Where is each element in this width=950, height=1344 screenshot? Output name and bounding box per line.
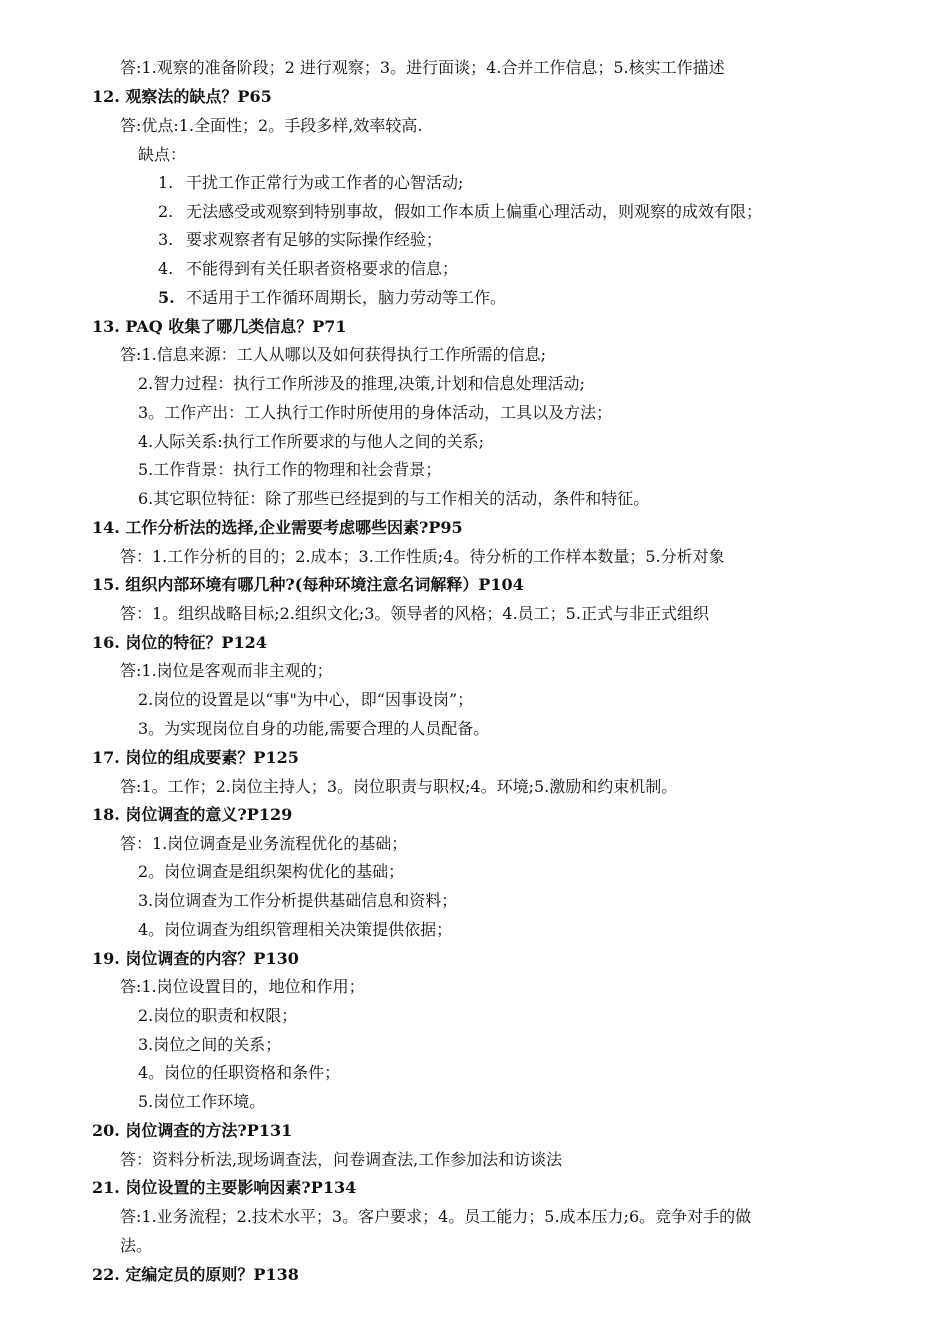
list-number: 2. [158, 202, 174, 221]
answer-line: 缺点： [138, 145, 187, 164]
question-20-heading: 20. 岗位调查的方法?P131 [92, 1121, 293, 1140]
answer-line: 2.智力过程：执行工作所涉及的推理,决策,计划和信息处理活动; [138, 374, 585, 393]
question-15-heading: 15. 组织内部环境有哪几种?(每种环境注意名词解释）P104 [92, 575, 524, 594]
list-number: 4. [158, 259, 174, 278]
answer-line: 答：1.岗位调查是业务流程优化的基础； [120, 834, 408, 853]
question-21-heading: 21. 岗位设置的主要影响因素?P134 [92, 1178, 357, 1197]
question-17-heading: 17. 岗位的组成要素？P125 [92, 748, 299, 767]
list-number: 5. [158, 288, 175, 307]
answer-line: 答：1。组织战略目标;2.组织文化;3。领导者的风格；4.员工；5.正式与非正式组织 [120, 604, 709, 623]
list-item: 要求观察者有足够的实际操作经验； [186, 230, 443, 249]
list-item: 不适用于工作循环周期长，脑力劳动等工作。 [186, 288, 507, 307]
answer-line: 6.其它职位特征：除了那些已经提到的与工作相关的活动，条件和特征。 [138, 489, 650, 508]
answer-line: 答:1。工作；2.岗位主持人；3。岗位职责与职权;4。环境;5.激励和约束机制。 [120, 777, 678, 796]
answer-line: 4。岗位调查为组织管理相关决策提供依据； [138, 920, 453, 939]
answer-line: 3。工作产出：工人执行工作时所使用的身体活动，工具以及方法； [138, 403, 613, 422]
answer-line: 法。 [120, 1236, 153, 1255]
answer-line: 5.岗位工作环境。 [138, 1092, 266, 1111]
answer-line: 答:1.观察的准备阶段；2 进行观察；3。进行面谈；4.合并工作信息；5.核实工作描述 [120, 58, 725, 77]
question-16-heading: 16. 岗位的特征？P124 [92, 633, 267, 652]
answer-line: 4.人际关系:执行工作所要求的与他人之间的关系; [138, 432, 485, 451]
list-number: 3. [158, 230, 174, 249]
list-number: 1. [158, 173, 174, 192]
question-14-heading: 14. 工作分析法的选择,企业需要考虑哪些因素?P95 [92, 518, 463, 537]
answer-line: 2.岗位的职责和权限； [138, 1006, 298, 1025]
list-item: 不能得到有关任职者资格要求的信息； [186, 259, 459, 278]
question-22-heading: 22. 定编定员的原则？P138 [92, 1265, 299, 1284]
answer-line: 答：1.工作分析的目的；2.成本；3.工作性质;4。待分析的工作样本数量；5.分析对象 [120, 547, 725, 566]
answer-line: 3.岗位调查为工作分析提供基础信息和资料； [138, 891, 458, 910]
answer-line: 2。岗位调查是组织架构优化的基础； [138, 862, 405, 881]
question-12-heading: 12. 观察法的缺点？P65 [92, 87, 272, 106]
answer-line: 答:优点:1.全面性；2。手段多样,效率较高. [120, 116, 423, 135]
answer-line: 4。岗位的任职资格和条件； [138, 1063, 341, 1082]
answer-line: 5.工作背景：执行工作的物理和社会背景； [138, 460, 442, 479]
answer-line: 2.岗位的设置是以“事"为中心，即“因事设岗”； [138, 690, 474, 709]
answer-line: 3.岗位之间的关系； [138, 1035, 282, 1054]
answer-line: 答:1.岗位是客观而非主观的； [120, 661, 333, 680]
list-item: 无法感受或观察到特别事故，假如工作本质上偏重心理活动，则观察的成效有限； [186, 202, 763, 221]
answer-line: 答:1.业务流程；2.技术水平；3。客户要求；4。员工能力；5.成本压力;6。竞争对手的做 [120, 1207, 752, 1226]
question-19-heading: 19. 岗位调查的内容？P130 [92, 949, 299, 968]
answer-line: 答:1.信息来源：工人从哪以及如何获得执行工作所需的信息; [120, 345, 547, 364]
question-13-heading: 13. PAQ 收集了哪几类信息？P71 [92, 317, 347, 336]
answer-line: 答:1.岗位设置目的，地位和作用； [120, 977, 365, 996]
answer-line: 3。为实现岗位自身的功能,需要合理的人员配备。 [138, 719, 490, 738]
question-18-heading: 18. 岗位调查的意义?P129 [92, 805, 293, 824]
list-item: 干扰工作正常行为或工作者的心智活动; [186, 173, 464, 192]
answer-line: 答：资料分析法,现场调查法，问卷调查法,工作参加法和访谈法 [120, 1150, 563, 1169]
